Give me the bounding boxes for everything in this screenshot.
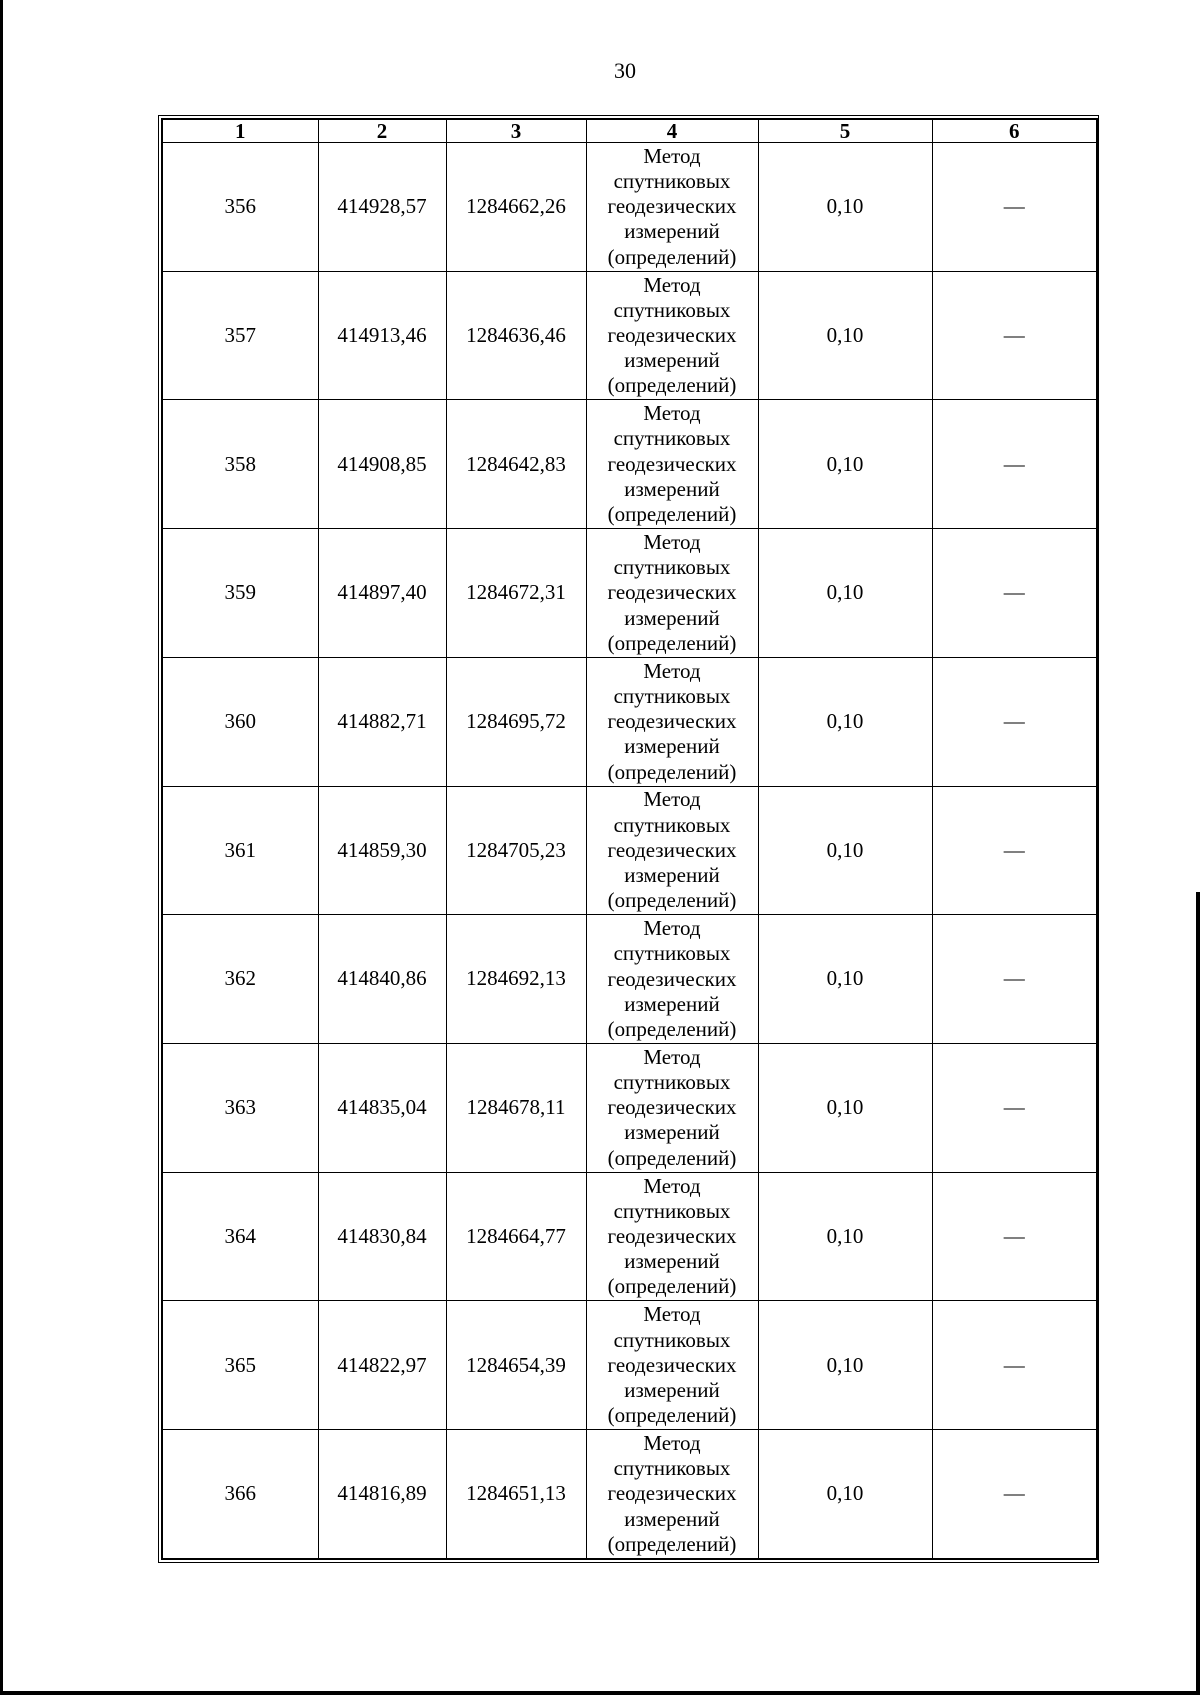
accuracy-cell: 0,10 — [758, 271, 932, 400]
header-col-4: 4 — [586, 119, 758, 143]
method-line: измерений — [624, 1120, 720, 1145]
note-cell: — — [932, 529, 1097, 658]
x-coordinate-cell: 414840,86 — [318, 915, 446, 1044]
header-col-2: 2 — [318, 119, 446, 143]
x-coordinate-cell: 414913,46 — [318, 271, 446, 400]
note-cell: — — [932, 786, 1097, 915]
point-number-cell: 364 — [162, 1172, 318, 1301]
method-line: измерений — [624, 991, 720, 1016]
note-cell: — — [932, 1430, 1097, 1559]
y-coordinate-cell: 1284672,31 — [446, 529, 586, 658]
y-coordinate-cell: 1284654,39 — [446, 1301, 586, 1430]
method-line: геодезических — [607, 1095, 737, 1120]
method-line: Метод — [643, 530, 701, 554]
coordinates-table — [161, 118, 1098, 1560]
point-number-cell: 357 — [162, 271, 318, 400]
method-line: геодезических — [607, 580, 737, 605]
accuracy-cell: 0,10 — [758, 1301, 932, 1430]
method-line: Метод — [643, 787, 701, 812]
method-cell — [586, 143, 758, 272]
table-header-row — [162, 119, 1097, 143]
method-line: (определений) — [607, 1016, 737, 1041]
method-line: (определений) — [607, 1403, 737, 1428]
x-coordinate-cell: 414908,85 — [318, 400, 446, 529]
table-row — [162, 1044, 1097, 1173]
table-row — [162, 786, 1097, 915]
y-coordinate-cell: 1284705,23 — [446, 786, 586, 915]
point-number-cell: 363 — [162, 1044, 318, 1173]
header-col-5: 5 — [758, 119, 932, 143]
method-line: измерений — [624, 734, 720, 759]
method-line: (определений) — [607, 759, 737, 784]
note-cell: — — [932, 1044, 1097, 1173]
method-line: (определений) — [607, 1274, 737, 1299]
point-number-cell: 356 — [162, 143, 318, 272]
y-coordinate-cell: 1284662,26 — [446, 143, 586, 272]
table-row — [162, 271, 1097, 400]
method-line: (определений) — [607, 888, 737, 913]
method-cell — [586, 271, 758, 400]
coordinates-table-frame — [158, 115, 1099, 1563]
x-coordinate-cell: 414835,04 — [318, 1044, 446, 1173]
note-cell: — — [932, 143, 1097, 272]
point-number-cell: 359 — [162, 529, 318, 658]
method-line: спутниковых — [613, 1198, 731, 1223]
method-line: спутниковых — [613, 812, 731, 837]
page-number: 30 — [614, 58, 636, 83]
x-coordinate-cell: 414882,71 — [318, 657, 446, 786]
accuracy-cell: 0,10 — [758, 915, 932, 1044]
method-line: геодезических — [607, 1224, 737, 1248]
method-line: спутниковых — [613, 555, 731, 580]
header-col-3: 3 — [446, 119, 586, 143]
method-line: спутниковых — [613, 426, 731, 451]
note-cell: — — [932, 915, 1097, 1044]
method-line: геодезических — [607, 322, 737, 347]
method-line: Метод — [643, 1431, 701, 1456]
point-number-cell: 366 — [162, 1430, 318, 1559]
method-line: Метод — [643, 1173, 701, 1198]
y-coordinate-cell: 1284678,11 — [446, 1044, 586, 1173]
method-line: геодезических — [607, 1352, 737, 1377]
header-col-6: 6 — [932, 119, 1097, 143]
x-coordinate-cell: 414928,57 — [318, 143, 446, 272]
table-row — [162, 915, 1097, 1044]
method-line: измерений — [624, 605, 720, 630]
method-cell — [586, 1044, 758, 1173]
point-number-cell: 361 — [162, 786, 318, 915]
method-line: Метод — [643, 272, 701, 297]
point-number-cell: 358 — [162, 400, 318, 529]
y-coordinate-cell: 1284692,13 — [446, 915, 586, 1044]
method-line: спутниковых — [613, 169, 731, 194]
method-line: (определений) — [607, 373, 737, 398]
method-line: геодезических — [607, 451, 737, 476]
note-cell: — — [932, 1301, 1097, 1430]
accuracy-cell: 0,10 — [758, 1430, 932, 1559]
method-line: спутниковых — [613, 297, 731, 322]
accuracy-cell: 0,10 — [758, 400, 932, 529]
y-coordinate-cell: 1284695,72 — [446, 657, 586, 786]
table-row — [162, 400, 1097, 529]
method-cell — [586, 400, 758, 529]
method-line: измерений — [624, 1377, 720, 1402]
table-body — [162, 143, 1097, 1560]
accuracy-cell: 0,10 — [758, 1044, 932, 1173]
method-line: спутниковых — [613, 683, 731, 708]
x-coordinate-cell: 414816,89 — [318, 1430, 446, 1559]
note-cell: — — [932, 271, 1097, 400]
scan-border-right — [1196, 892, 1200, 1695]
table-row — [162, 657, 1097, 786]
note-cell: — — [932, 1172, 1097, 1301]
method-line: измерений — [624, 1249, 720, 1274]
method-line: спутниковых — [613, 1070, 731, 1095]
method-line: спутниковых — [613, 1327, 731, 1352]
method-line: (определений) — [607, 502, 737, 527]
method-line: геодезических — [607, 709, 737, 734]
scan-border-bottom — [0, 1691, 1200, 1695]
method-line: Метод — [643, 658, 701, 683]
x-coordinate-cell: 414822,97 — [318, 1301, 446, 1430]
x-coordinate-cell: 414859,30 — [318, 786, 446, 915]
method-line: спутниковых — [613, 941, 731, 966]
method-line: Метод — [643, 143, 701, 168]
note-cell: — — [932, 657, 1097, 786]
point-number-cell: 362 — [162, 915, 318, 1044]
method-line: (определений) — [607, 1145, 737, 1170]
method-line: Метод — [643, 1044, 701, 1069]
method-cell — [586, 1172, 758, 1301]
method-line: измерений — [624, 863, 720, 888]
method-line: геодезических — [607, 194, 737, 219]
note-cell: — — [932, 400, 1097, 529]
method-line: Метод — [643, 916, 701, 941]
accuracy-cell: 0,10 — [758, 786, 932, 915]
point-number-cell: 365 — [162, 1301, 318, 1430]
y-coordinate-cell: 1284642,83 — [446, 400, 586, 529]
table-row — [162, 529, 1097, 658]
accuracy-cell: 0,10 — [758, 657, 932, 786]
method-cell — [586, 657, 758, 786]
table-row — [162, 1301, 1097, 1430]
method-cell — [586, 1430, 758, 1559]
accuracy-cell: 0,10 — [758, 143, 932, 272]
method-line: геодезических — [607, 1481, 737, 1506]
point-number-cell: 360 — [162, 657, 318, 786]
method-line: (определений) — [607, 630, 737, 655]
scan-border-left — [0, 0, 3, 1695]
y-coordinate-cell: 1284636,46 — [446, 271, 586, 400]
table-row — [162, 1430, 1097, 1559]
y-coordinate-cell: 1284651,13 — [446, 1430, 586, 1559]
method-line: (определений) — [607, 1531, 737, 1556]
method-cell — [586, 529, 758, 658]
y-coordinate-cell: 1284664,77 — [446, 1172, 586, 1301]
method-line: Метод — [643, 1302, 701, 1327]
method-line: Метод — [643, 401, 701, 426]
method-cell — [586, 915, 758, 1044]
method-line: (определений) — [607, 244, 737, 269]
x-coordinate-cell: 414897,40 — [318, 529, 446, 658]
header-col-1: 1 — [162, 119, 318, 143]
method-line: измерений — [624, 1506, 720, 1531]
method-line: геодезических — [607, 966, 737, 991]
method-line: измерений — [624, 476, 720, 501]
accuracy-cell: 0,10 — [758, 529, 932, 658]
method-line: измерений — [624, 348, 720, 373]
method-cell — [586, 786, 758, 915]
method-cell — [586, 1301, 758, 1430]
table-row — [162, 1172, 1097, 1301]
method-line: спутниковых — [613, 1456, 731, 1481]
x-coordinate-cell: 414830,84 — [318, 1172, 446, 1301]
method-line: измерений — [624, 219, 720, 244]
table-row — [162, 143, 1097, 272]
accuracy-cell: 0,10 — [758, 1172, 932, 1301]
method-line: геодезических — [607, 837, 737, 862]
